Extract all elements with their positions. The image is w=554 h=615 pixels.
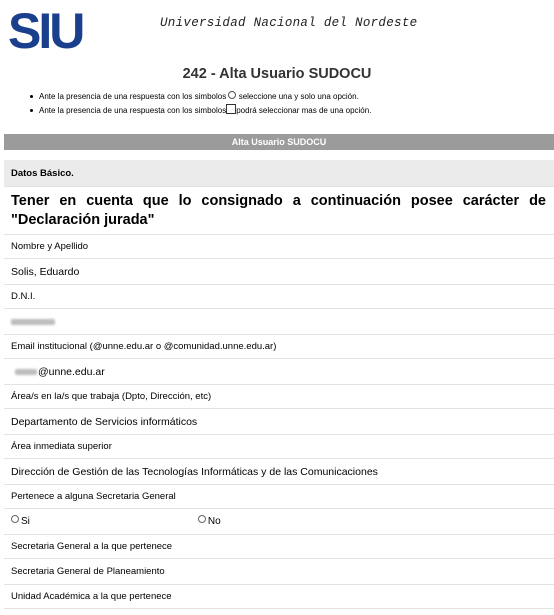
nombre-value-row[interactable]: [4, 259, 554, 285]
superior-label: Área inmediata superior: [11, 441, 112, 452]
radio-no-label[interactable]: No: [207, 516, 221, 527]
dni-value-redacted[interactable]: [11, 319, 55, 325]
secretaria-radio-row: [4, 509, 554, 535]
email-user-redacted[interactable]: [15, 369, 37, 375]
checkbox-symbol-icon: [226, 104, 236, 114]
secretaria-label: Secretaria General a la que pertenece: [11, 541, 173, 552]
dni-label: D.N.I.: [11, 291, 36, 302]
svg-text:SIU: SIU: [8, 6, 83, 52]
email-domain[interactable]: @unne.edu.ar: [38, 365, 105, 378]
secretaria-question-label: Pertenece a alguna Secretaria General: [11, 491, 176, 502]
siu-logo: [8, 6, 90, 52]
institution-name: Universidad Nacional del Nordeste: [160, 16, 418, 30]
area-value[interactable]: Departamento de Servicios informáticos: [11, 415, 198, 428]
bullet-icon: [30, 109, 33, 112]
unidad-label-row: [4, 585, 554, 609]
radio-symbol-icon: [228, 91, 236, 99]
unidad-label: Unidad Académica a la que pertenece: [11, 591, 172, 602]
dni-label-row: [4, 285, 554, 309]
area-label-row: [4, 385, 554, 409]
email-value-row[interactable]: [4, 359, 554, 385]
bullet-icon: [30, 95, 33, 98]
nombre-label-row: [4, 235, 554, 259]
page-header: [0, 0, 554, 60]
secretaria-value[interactable]: Secretaria General de Planeamiento: [11, 566, 165, 577]
email-label: Email institucional (@unne.edu.ar o @comunidad.unne.edu.ar): [11, 341, 277, 352]
declaration-warning-text: Tener en cuenta que lo consignado a continuación posee carácter de "Declaración jurada": [11, 192, 546, 228]
instruction-radio-suffix: seleccione una y solo una opción.: [238, 92, 359, 101]
radio-si[interactable]: [11, 516, 30, 527]
declaration-warning: [4, 187, 554, 235]
secretaria-question-row: [4, 485, 554, 509]
form-title: 242 - Alta Usuario SUDOCU: [182, 66, 372, 82]
radio-no-circle[interactable]: [198, 515, 206, 523]
instructions: [30, 90, 371, 118]
nombre-value[interactable]: Solis, Eduardo: [11, 265, 80, 278]
instruction-radio: [30, 90, 371, 104]
superior-value[interactable]: Dirección de Gestión de las Tecnologías Informáticas y de las Comunicaciones: [11, 465, 378, 478]
secretaria-label-row: [4, 535, 554, 559]
dni-value-row[interactable]: [4, 309, 554, 335]
area-label: Área/s en la/s que trabaja (Dpto, Dirección, etc): [11, 391, 212, 402]
email-label-row: [4, 335, 554, 359]
superior-value-row[interactable]: [4, 459, 554, 485]
secretaria-value-row[interactable]: [4, 559, 554, 585]
section-datos-basicos: [4, 160, 554, 187]
radio-si-label[interactable]: Si: [21, 516, 30, 527]
radio-si-circle[interactable]: [11, 515, 19, 523]
superior-label-row: [4, 435, 554, 459]
instruction-checkbox: [30, 104, 371, 118]
area-value-row[interactable]: [4, 409, 554, 435]
radio-no[interactable]: [198, 516, 221, 527]
instruction-check-suffix: podrá seleccionar mas de una opción.: [236, 106, 372, 115]
nombre-label: Nombre y Apellido: [11, 241, 89, 252]
instruction-check-prefix: Ante la presencia de una respuesta con los simbolos: [39, 106, 227, 115]
instruction-radio-prefix: Ante la presencia de una respuesta con los simbolos: [39, 92, 227, 101]
datos-basicos-label: Datos Básico.: [11, 167, 74, 179]
section-header: Alta Usuario SUDOCU: [4, 134, 554, 150]
form-body: [4, 160, 554, 615]
